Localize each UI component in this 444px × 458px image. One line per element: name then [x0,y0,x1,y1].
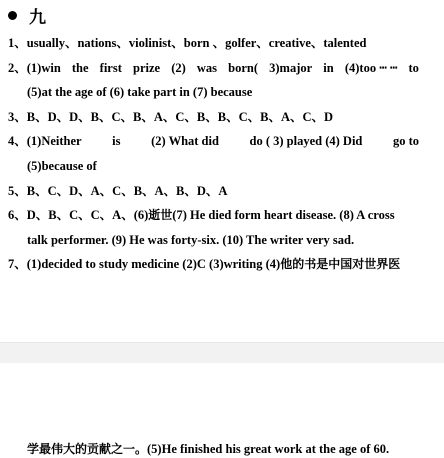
word: do ( 3) played (4) Did [249,134,363,148]
answer-line-2a [8,60,419,76]
word: the [71,61,89,75]
answer-line-6a [8,207,395,223]
answer-line-1: 1、usually、nations、violinist、born 、golfer、creative、talented [8,36,367,50]
word: 2、(1)win [8,61,61,75]
word: prize [133,61,161,75]
word: to [408,61,419,75]
answer-line-4b: (5)because of [27,159,97,173]
answer-line-7-continued [27,441,389,457]
answer-line-4a [8,133,419,149]
text-segment: 7、(1)decided to study medicine (2)C (3)writing (4) [8,257,281,271]
word: 4、(1)Neither [8,134,82,148]
word: in [323,61,334,75]
text-segment-cjk: 他的书是中国对世界医 [280,257,401,271]
document-page-bottom [0,363,444,458]
word: is [112,134,121,148]
word: 3)major [269,61,313,75]
text-segment: (7) He died form heart disease. (8) A cross [172,208,395,222]
answer-line-2b: (5)at the age of (6) take part in (7) because [27,85,253,99]
section-heading-text: 九 [29,8,46,28]
answer-line-3: 3、B、D、D、B、C、B、A、C、B、B、C、B、A、C、D [8,110,334,124]
word: (2) [171,61,186,75]
word: (2) What did [151,134,219,148]
text-segment: (5)He finished his great work at the age of 60. [147,442,390,456]
text-segment: 6、D、B、C、C、A、(6) [8,208,149,222]
word: (4)too ┅ ┅ [344,61,398,75]
page-break [0,342,444,364]
answer-line-6b: talk performer. (9) He was forty-six. (10) The writer very sad. [27,233,355,247]
text-segment-cjk: 学最伟大的贡献之一。 [27,442,148,456]
answer-line-7 [8,256,400,272]
word: born( [228,61,259,75]
text-segment-cjk: 逝世 [148,208,173,222]
answer-line-5: 5、B、C、D、A、C、B、A、B、D、A [8,184,228,198]
section-heading [8,3,46,28]
word: was [196,61,218,75]
bullet-icon [8,11,17,20]
word: first [99,61,122,75]
word: go to [392,134,419,148]
